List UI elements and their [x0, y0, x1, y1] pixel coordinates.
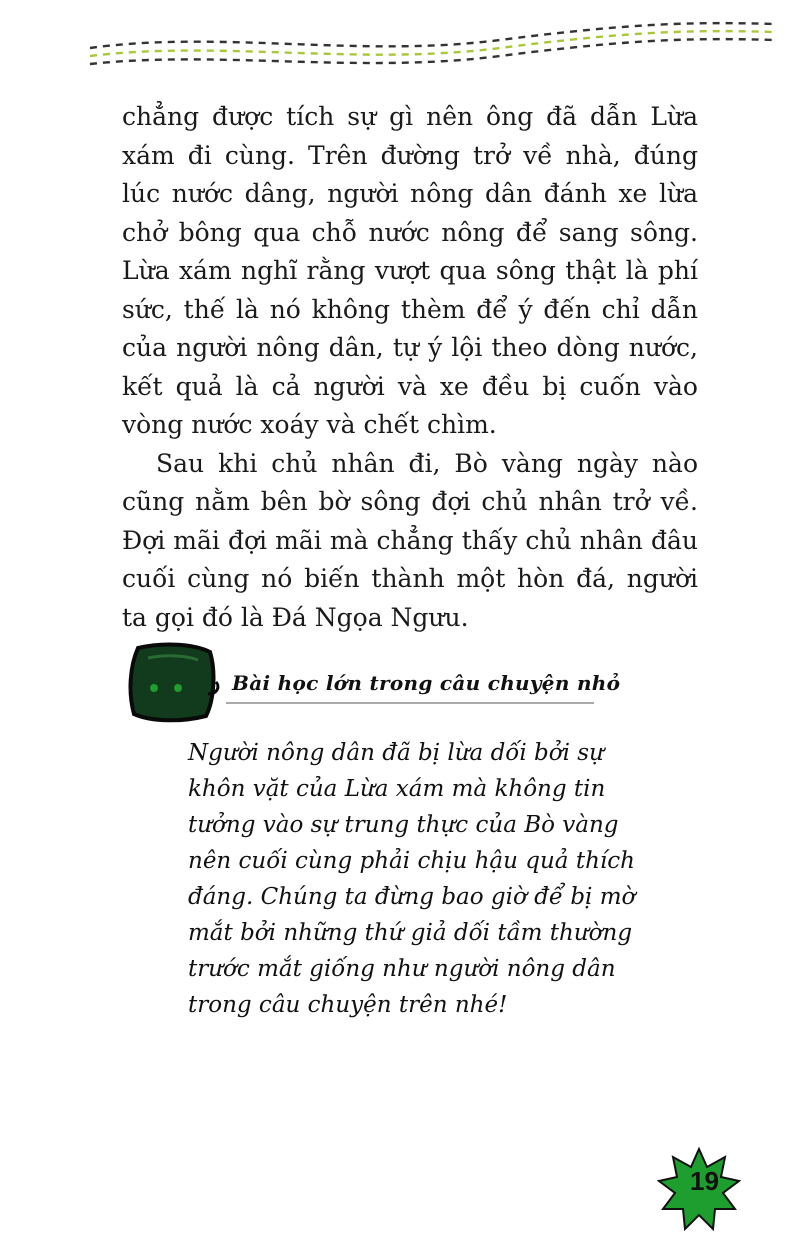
lesson-heading: Bài học lớn trong câu chuyện nhỏ	[232, 671, 621, 695]
story-text	[122, 98, 698, 637]
tv-mascot-icon	[124, 642, 220, 724]
top-wavy-border	[0, 0, 800, 80]
lesson-text: Người nông dân đã bị lừa dối bởi sự khôn vặt của Lừa xám mà không tin tưởng vào sự trung thực của Bò vàng nên cuối cùng phải chịu hậu quả thích đáng. Chúng ta đừng bao giờ để bị mờ mắt bởi những thứ giả dối tầm thường trước mắt giống như người nông dân trong câu chuyện trên nhé!	[188, 740, 636, 1018]
story-paragraph-2: Sau khi chủ nhân đi, Bò vàng ngày nào cũng nằm bên bờ sông đợi chủ nhân trở về. Đợi mãi đợi mãi mà chẳng thấy chủ nhân đâu cuối cùng nó biến thành một hòn đá, người ta gọi đó là Đá Ngọa Ngưu.	[122, 448, 698, 632]
lesson-heading-underline	[226, 700, 594, 706]
story-paragraph-1: chẳng được tích sự gì nên ông đã dẫn Lừa xám đi cùng. Trên đường trở về nhà, đúng lúc nước dâng, người nông dân đánh xe lừa chở bông qua chỗ nước nông để sang sông. Lừa xám nghĩ rằng vượt qua sông thật là phí sức, thế là nó không thèm để ý đến chỉ dẫn của người nông dân, tự ý lội theo dòng nước, kết quả là cả người và xe đều bị cuốn vào vòng nước xoáy và chết chìm.	[122, 102, 698, 439]
page-number: 19	[690, 1166, 719, 1196]
